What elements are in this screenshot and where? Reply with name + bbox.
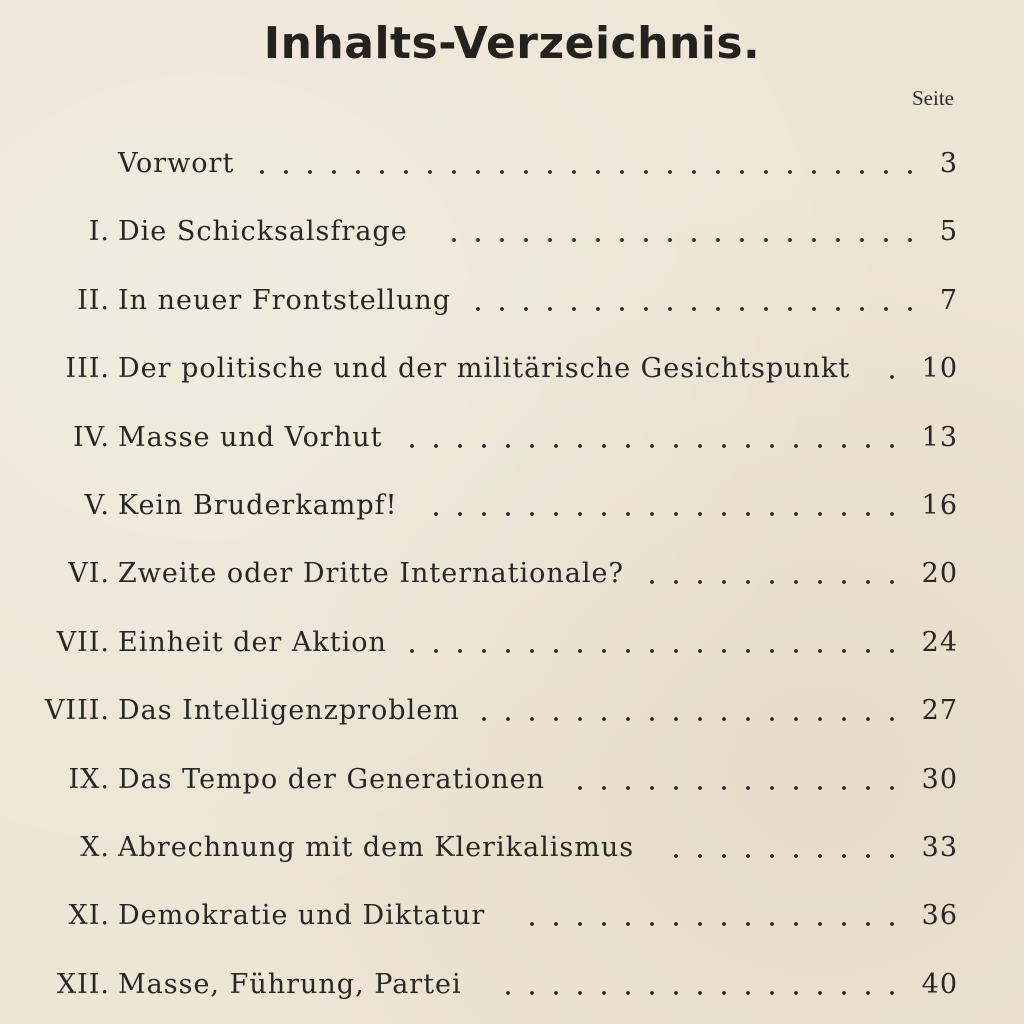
chapter-numeral: XII.	[56, 968, 110, 1000]
chapter-numeral: IV.	[72, 421, 110, 453]
dot-leader	[880, 375, 904, 379]
chapter-title: Masse und Vorhut	[118, 421, 383, 453]
chapter-numeral: X.	[80, 832, 110, 863]
page-number: 27	[921, 695, 958, 727]
dot-leader	[640, 580, 904, 584]
dot-leader	[424, 512, 904, 516]
chapter-title: Der politische und der militärische Gesichtspunkt	[118, 353, 851, 385]
page-title: Inhalts-Verzeichnis.	[263, 18, 761, 69]
chapter-numeral: IX.	[68, 763, 110, 795]
toc-entry	[0, 347, 1024, 391]
page-number: 7	[939, 284, 958, 316]
page-number: 33	[921, 832, 958, 863]
page-column-label: Seite	[912, 86, 954, 110]
toc-entry	[0, 142, 1024, 186]
toc-entry	[0, 689, 1024, 733]
chapter-title: Kein Bruderkampf!	[118, 490, 398, 521]
chapter-title: Abrechnung mit dem Klerikalismus	[118, 832, 635, 863]
toc-entry	[0, 279, 1024, 323]
chapter-numeral: VI.	[68, 558, 110, 590]
chapter-title: Das Tempo der Generationen	[118, 763, 545, 795]
toc-entry	[0, 826, 1024, 870]
chapter-numeral: II.	[77, 284, 110, 316]
chapter-numeral: I.	[88, 216, 110, 248]
page-number: 24	[921, 626, 958, 658]
page-number: 20	[921, 558, 958, 590]
page-number: 36	[921, 900, 958, 932]
chapter-title: Demokratie und Diktatur	[118, 900, 486, 932]
dot-leader	[472, 717, 904, 721]
chapter-title: Das Intelligenzproblem	[118, 695, 460, 727]
toc-entry	[0, 621, 1024, 665]
dot-leader	[520, 922, 904, 926]
chapter-title: Masse, Führung, Partei	[118, 968, 462, 1000]
dot-leader	[250, 170, 922, 174]
page-number: 10	[921, 353, 958, 385]
dot-leader	[400, 649, 904, 653]
dot-leader	[442, 238, 922, 242]
chapter-numeral: VIII.	[44, 695, 110, 727]
dot-leader	[466, 307, 922, 311]
chapter-title: In neuer Frontstellung	[118, 284, 452, 316]
page-number: 40	[921, 968, 958, 1000]
chapter-title: Zweite oder Dritte Internationale?	[118, 558, 624, 590]
page-number: 30	[921, 763, 958, 795]
dot-leader	[400, 444, 904, 448]
chapter-numeral: III.	[65, 353, 110, 385]
page-number: 5	[939, 216, 958, 248]
chapter-title: Einheit der Aktion	[118, 626, 387, 658]
chapter-numeral: XI.	[68, 900, 110, 932]
toc-entry	[0, 210, 1024, 254]
toc-entry	[0, 963, 1024, 1007]
toc-entry	[0, 416, 1024, 460]
page-number: 16	[921, 490, 958, 521]
toc-entry	[0, 484, 1024, 528]
toc-entry	[0, 758, 1024, 802]
dot-leader	[496, 991, 904, 995]
dot-leader	[664, 854, 904, 858]
chapter-numeral: VII.	[56, 626, 110, 658]
toc-entry	[0, 552, 1024, 596]
toc-entry	[0, 894, 1024, 938]
chapter-title: Vorwort	[118, 148, 235, 179]
page-number: 13	[921, 421, 958, 453]
chapter-title: Die Schicksalsfrage	[118, 216, 408, 248]
dot-leader	[568, 786, 904, 790]
page-number: 3	[939, 148, 958, 179]
chapter-numeral: V.	[84, 490, 110, 521]
